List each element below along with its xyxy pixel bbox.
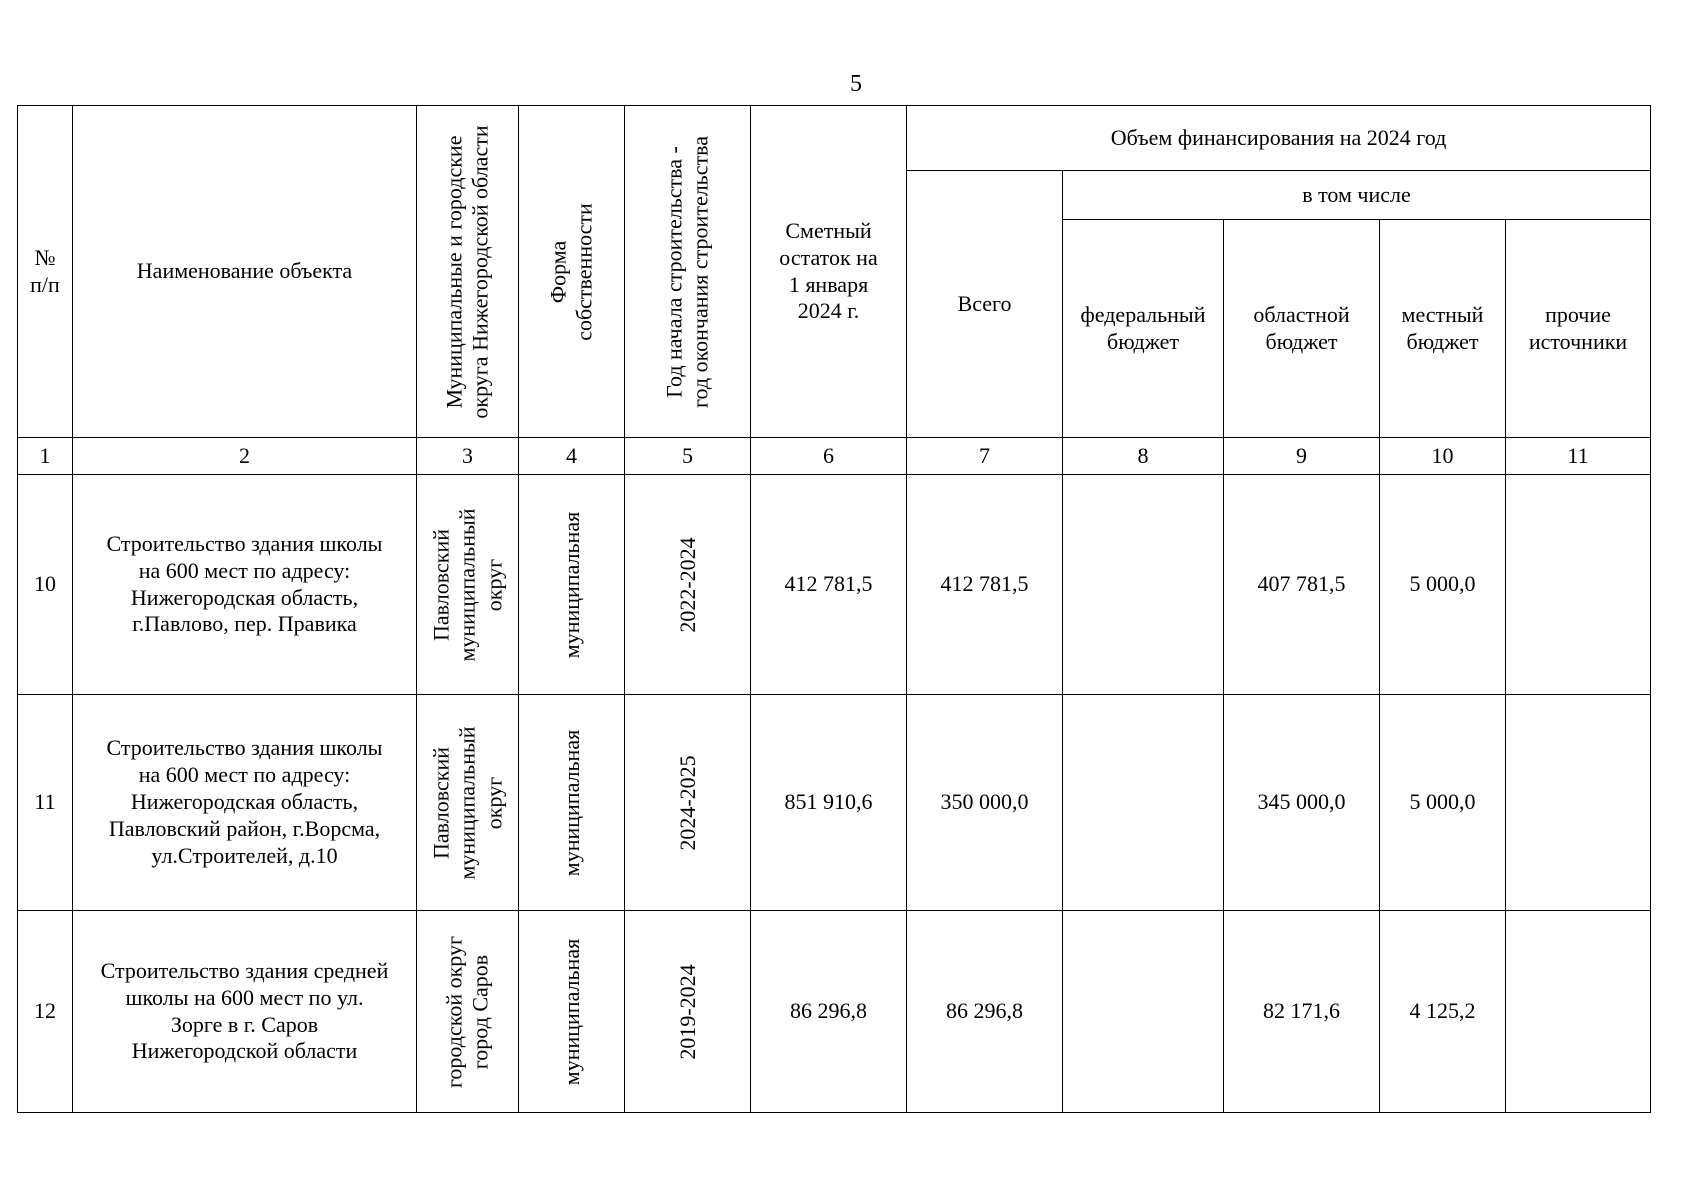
object-name: Строительство здания школы на 600 мест по адресу: Нижегородская область, г.Павлово, пер. Правика xyxy=(73,475,417,695)
page-number: 5 xyxy=(850,71,862,97)
column-number: 8 xyxy=(1063,438,1224,475)
table-row xyxy=(18,475,1651,695)
local-budget: 5 000,0 xyxy=(1380,475,1506,695)
column-number: 9 xyxy=(1224,438,1380,475)
header-local: местный бюджет xyxy=(1380,220,1506,438)
header-ownership: Форма собственности xyxy=(519,106,625,438)
column-numbers-row xyxy=(18,438,1651,475)
construction-years: 2019-2024 xyxy=(625,911,751,1113)
column-number: 5 xyxy=(625,438,751,475)
row-number: 10 xyxy=(18,475,73,695)
construction-years: 2022-2024 xyxy=(625,475,751,695)
header-other: прочие источники xyxy=(1506,220,1651,438)
local-budget: 5 000,0 xyxy=(1380,695,1506,911)
local-budget: 4 125,2 xyxy=(1380,911,1506,1113)
header-including: в том числе xyxy=(1063,171,1651,220)
column-number: 7 xyxy=(907,438,1063,475)
header-estimate: Сметный остаток на 1 января 2024 г. xyxy=(751,106,907,438)
header-name: Наименование объекта xyxy=(73,106,417,438)
table-row xyxy=(18,911,1651,1113)
municipality: Павловский муниципальный округ xyxy=(417,475,519,695)
header-funding-title: Объем финансирования на 2024 год xyxy=(907,106,1651,171)
municipality: городской округ город Саров xyxy=(417,911,519,1113)
ownership: муниципальная xyxy=(519,911,625,1113)
column-number: 2 xyxy=(73,438,417,475)
column-number: 1 xyxy=(18,438,73,475)
municipality: Павловский муниципальный округ xyxy=(417,695,519,911)
header-num: № п/п xyxy=(18,106,73,438)
total-funding: 86 296,8 xyxy=(907,911,1063,1113)
column-number: 4 xyxy=(519,438,625,475)
federal-budget xyxy=(1063,475,1224,695)
total-funding: 350 000,0 xyxy=(907,695,1063,911)
construction-years: 2024-2025 xyxy=(625,695,751,911)
column-number: 6 xyxy=(751,438,907,475)
ownership: муниципальная xyxy=(519,475,625,695)
federal-budget xyxy=(1063,911,1224,1113)
object-name: Строительство здания школы на 600 мест по адресу: Нижегородская область, Павловский район, г.Ворсма, ул.Строителей, д.10 xyxy=(73,695,417,911)
column-number: 3 xyxy=(417,438,519,475)
regional-budget: 345 000,0 xyxy=(1224,695,1380,911)
federal-budget xyxy=(1063,695,1224,911)
ownership: муниципальная xyxy=(519,695,625,911)
estimate-balance: 851 910,6 xyxy=(751,695,907,911)
header-years: Год начала строительства - год окончания строительства xyxy=(625,106,751,438)
other-sources xyxy=(1506,475,1651,695)
row-number: 12 xyxy=(18,911,73,1113)
estimate-balance: 86 296,8 xyxy=(751,911,907,1113)
estimate-balance: 412 781,5 xyxy=(751,475,907,695)
column-number: 10 xyxy=(1380,438,1506,475)
other-sources xyxy=(1506,695,1651,911)
row-number: 11 xyxy=(18,695,73,911)
object-name: Строительство здания средней школы на 600 мест по ул. Зорге в г. Саров Нижегородской области xyxy=(73,911,417,1113)
header-federal: федеральный бюджет xyxy=(1063,220,1224,438)
column-number: 11 xyxy=(1506,438,1651,475)
regional-budget: 82 171,6 xyxy=(1224,911,1380,1113)
table-row xyxy=(18,695,1651,911)
header-regional: областной бюджет xyxy=(1224,220,1380,438)
header-total: Всего xyxy=(907,171,1063,438)
financing-table xyxy=(17,105,1651,1113)
regional-budget: 407 781,5 xyxy=(1224,475,1380,695)
other-sources xyxy=(1506,911,1651,1113)
total-funding: 412 781,5 xyxy=(907,475,1063,695)
header-municipality: Муниципальные и городские округа Нижегородской области xyxy=(417,106,519,438)
